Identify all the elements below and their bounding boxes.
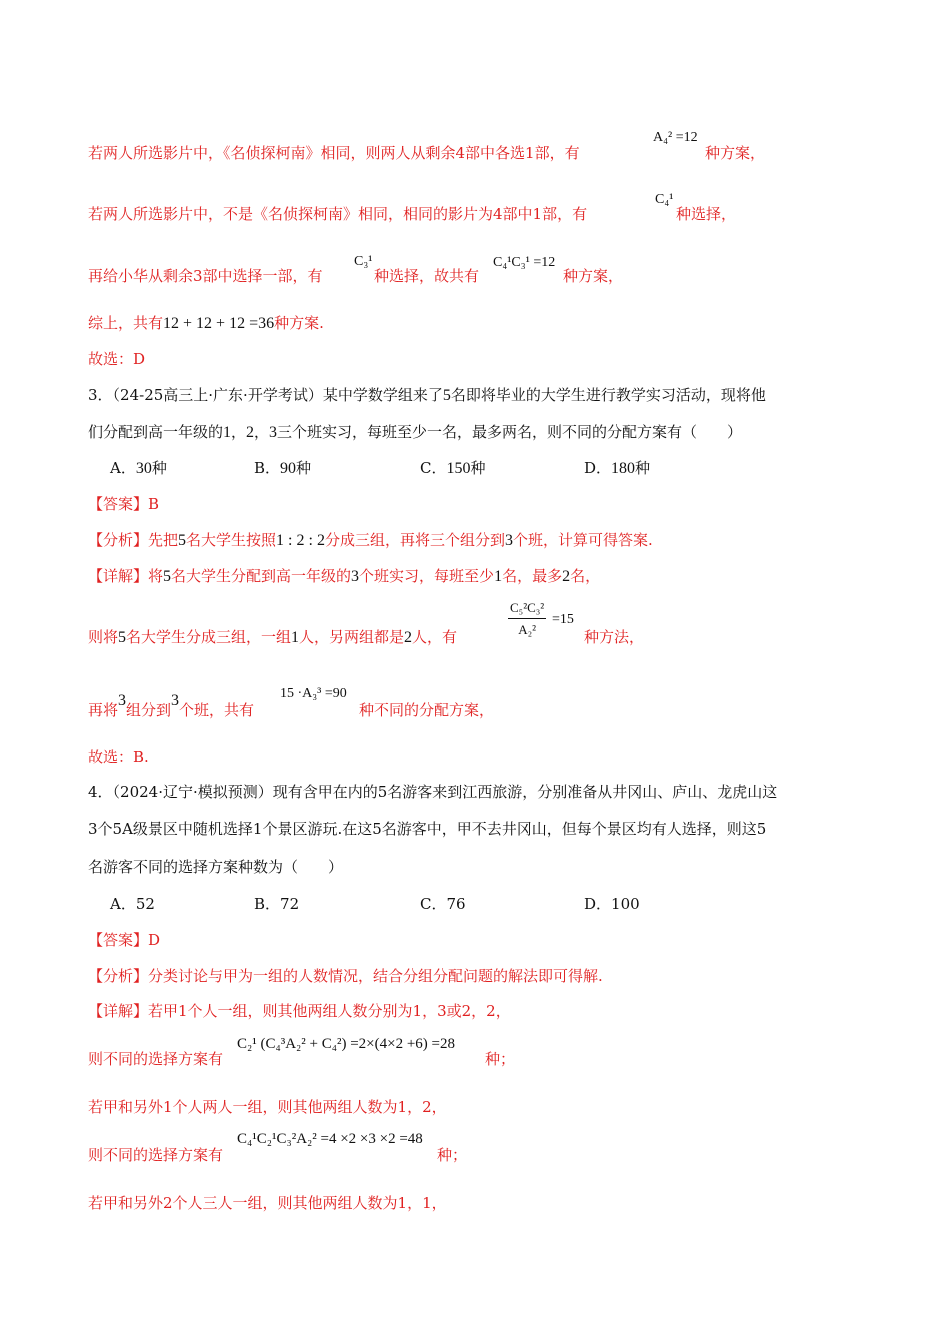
text: 个班，计算可得答案. bbox=[512, 531, 653, 549]
option-value: 100 bbox=[611, 895, 640, 913]
option-value: 180 bbox=[611, 460, 636, 477]
detail-line bbox=[88, 692, 255, 721]
option-b[interactable] bbox=[254, 458, 311, 479]
number: 3 bbox=[269, 424, 278, 441]
tag: 【详解】 bbox=[88, 567, 149, 585]
text: 人，有 bbox=[412, 628, 458, 646]
detail-line: 若甲和另外2个人三人一组，则其他两组人数为1，1， bbox=[88, 1194, 447, 1212]
text: 种方案， bbox=[705, 144, 766, 162]
text: 名大学生分成三组，一组 bbox=[126, 628, 292, 646]
detail-line: 则不同的选择方案有 bbox=[88, 1146, 224, 1164]
ratio: 1 : 2 : 2 bbox=[276, 532, 325, 549]
option-label: A． bbox=[110, 895, 136, 913]
math-expression: A₄² =12 bbox=[653, 130, 698, 145]
text: 种选择， bbox=[676, 205, 737, 223]
text: 先把 bbox=[148, 531, 179, 549]
detail-line: 若甲和另外1个人两人一组，则其他两组人数为1，2， bbox=[88, 1098, 447, 1116]
math-expression: C₄¹ bbox=[655, 192, 674, 207]
number: 1 bbox=[223, 424, 232, 441]
text: 三个班实习，每班至少一名，最多两名，则不同的分配方案有（ ） bbox=[277, 423, 743, 441]
text: 名即将毕业的大学生进行教学实习活动，现将他 bbox=[450, 386, 766, 404]
option-a[interactable] bbox=[110, 894, 155, 914]
option-label: B． bbox=[254, 459, 281, 477]
question-3-stem bbox=[88, 385, 766, 406]
math-expression: C₄¹C₃¹ =12 bbox=[493, 255, 556, 270]
option-b[interactable] bbox=[254, 894, 299, 914]
question-4-stem: 名游客不同的选择方案种数为（ ） bbox=[88, 858, 344, 876]
number: 3 bbox=[171, 692, 180, 709]
number: 5 bbox=[163, 568, 172, 585]
option-value: 72 bbox=[280, 895, 300, 913]
text: 将 bbox=[148, 567, 164, 585]
text: 若两人所选影片中，《名侦探柯南》相同，则两人从剩余4部中各选1部，有 bbox=[88, 144, 580, 162]
text: 名，最多 bbox=[502, 567, 563, 585]
option-label: C． bbox=[420, 895, 447, 913]
text: 分成三组，再将三个组分到 bbox=[324, 531, 505, 549]
text: 名大学生按照 bbox=[186, 531, 277, 549]
fraction bbox=[508, 600, 546, 638]
tag: 【分析】 bbox=[88, 531, 149, 549]
option-value: 30 bbox=[135, 460, 152, 477]
solution-end: 故选：B. bbox=[88, 748, 149, 766]
text: 组分到 bbox=[126, 701, 172, 719]
math-expression: 12 + 12 + 12 =36 bbox=[163, 315, 275, 332]
text: 名， bbox=[570, 567, 601, 585]
text: 再给小华从剩余3部中选择一部，有 bbox=[88, 267, 323, 285]
text: ， bbox=[254, 423, 270, 441]
option-a[interactable] bbox=[110, 458, 167, 479]
text: 种方案. bbox=[274, 314, 324, 332]
number: 2 bbox=[404, 629, 413, 646]
option-d[interactable] bbox=[584, 894, 640, 914]
question-4-stem: 4．（2024·辽宁·模拟预测）现有含甲在内的5名游客来到江西旅游，分别准备从井冈山、庐山、龙虎山这 bbox=[88, 783, 778, 801]
text: 种； bbox=[485, 1050, 516, 1068]
text: 则将 bbox=[88, 628, 119, 646]
detail-line: 【详解】若甲1个人一组，则其他两组人数分别为1，3或2，2， bbox=[88, 1002, 511, 1020]
number: 3 bbox=[504, 532, 513, 549]
option-label: B． bbox=[254, 895, 281, 913]
number: 1 bbox=[494, 568, 503, 585]
text: 种选择，故共有 bbox=[374, 267, 480, 285]
text: ， bbox=[231, 423, 247, 441]
text: 种方案， bbox=[563, 267, 624, 285]
option-label: C． bbox=[420, 459, 447, 477]
detail-line: 则不同的选择方案有 bbox=[88, 1050, 224, 1068]
text: 名大学生分配到高一年级的 bbox=[171, 567, 352, 585]
number: 1 bbox=[291, 629, 300, 646]
solution-line bbox=[88, 204, 587, 224]
option-value: 52 bbox=[135, 895, 155, 913]
number: 2 bbox=[562, 568, 571, 585]
text: 个班实习，每班至少 bbox=[359, 567, 495, 585]
solution-end: 故选：D bbox=[88, 350, 146, 368]
number: 2 bbox=[246, 424, 255, 441]
text: 3．（24-25高三上·广东·开学考试）某中学数学组来了 bbox=[88, 386, 443, 404]
text: 个班，共有 bbox=[179, 701, 255, 719]
option-label: A． bbox=[110, 459, 136, 477]
option-unit: 种 bbox=[470, 459, 486, 477]
option-value: 90 bbox=[280, 460, 297, 477]
question-4-stem: 3个5A级景区中随机选择1个景区游玩.在这5名游客中，甲不去井冈山，但每个景区均有人选择，则这5 bbox=[88, 820, 767, 838]
question-3-stem bbox=[88, 422, 742, 443]
text: 们分配到高一年级的 bbox=[88, 423, 224, 441]
math-expression: C₂¹ (C₄³A₂² + C₄²) =2×(4×2 +6) =28 bbox=[237, 1036, 455, 1052]
option-unit: 种 bbox=[151, 459, 167, 477]
option-unit: 种 bbox=[296, 459, 312, 477]
answer-label: 【答案】D bbox=[88, 931, 161, 949]
text: 若两人所选影片中，不是《名侦探柯南》相同，相同的影片为4部中1部，有 bbox=[88, 205, 588, 223]
analysis-line bbox=[88, 530, 653, 551]
text: 种不同的分配方案， bbox=[359, 701, 495, 719]
analysis-line: 【分析】分类讨论与甲为一组的人数情况，结合分组分配问题的解法即可得解. bbox=[88, 967, 603, 985]
answer-label: 【答案】B bbox=[88, 495, 160, 513]
text: 种； bbox=[437, 1146, 468, 1164]
text: 人，另两组都是 bbox=[299, 628, 405, 646]
text: 综上，共有 bbox=[88, 314, 164, 332]
number: 3 bbox=[351, 568, 360, 585]
math-expression: C₃¹ bbox=[354, 254, 373, 269]
solution-line bbox=[88, 143, 580, 163]
solution-line bbox=[88, 266, 323, 286]
option-c[interactable] bbox=[420, 458, 486, 479]
solution-line bbox=[88, 313, 324, 334]
detail-line bbox=[88, 566, 600, 587]
option-label: D． bbox=[584, 459, 612, 477]
detail-line bbox=[88, 627, 457, 648]
math-expression: 15 ·A₃³ =90 bbox=[280, 686, 347, 701]
option-d[interactable] bbox=[584, 458, 650, 479]
fraction-denominator: A₂² bbox=[518, 622, 537, 637]
number: 3 bbox=[118, 692, 127, 709]
number: 5 bbox=[442, 387, 451, 404]
option-label: D． bbox=[584, 895, 612, 913]
option-value: 76 bbox=[446, 895, 466, 913]
number: 5 bbox=[178, 532, 187, 549]
option-unit: 种 bbox=[635, 459, 651, 477]
math-expression: C₄¹C₂¹C₃²A₂² =4 ×2 ×3 ×2 =48 bbox=[237, 1131, 423, 1147]
option-value: 150 bbox=[446, 460, 471, 477]
text: 种方法， bbox=[584, 628, 645, 646]
text: 再将 bbox=[88, 701, 119, 719]
fraction-numerator: C₅²C₃² bbox=[508, 600, 546, 619]
option-c[interactable] bbox=[420, 894, 466, 914]
number: 5 bbox=[118, 629, 127, 646]
math-expression: =15 bbox=[552, 612, 574, 627]
